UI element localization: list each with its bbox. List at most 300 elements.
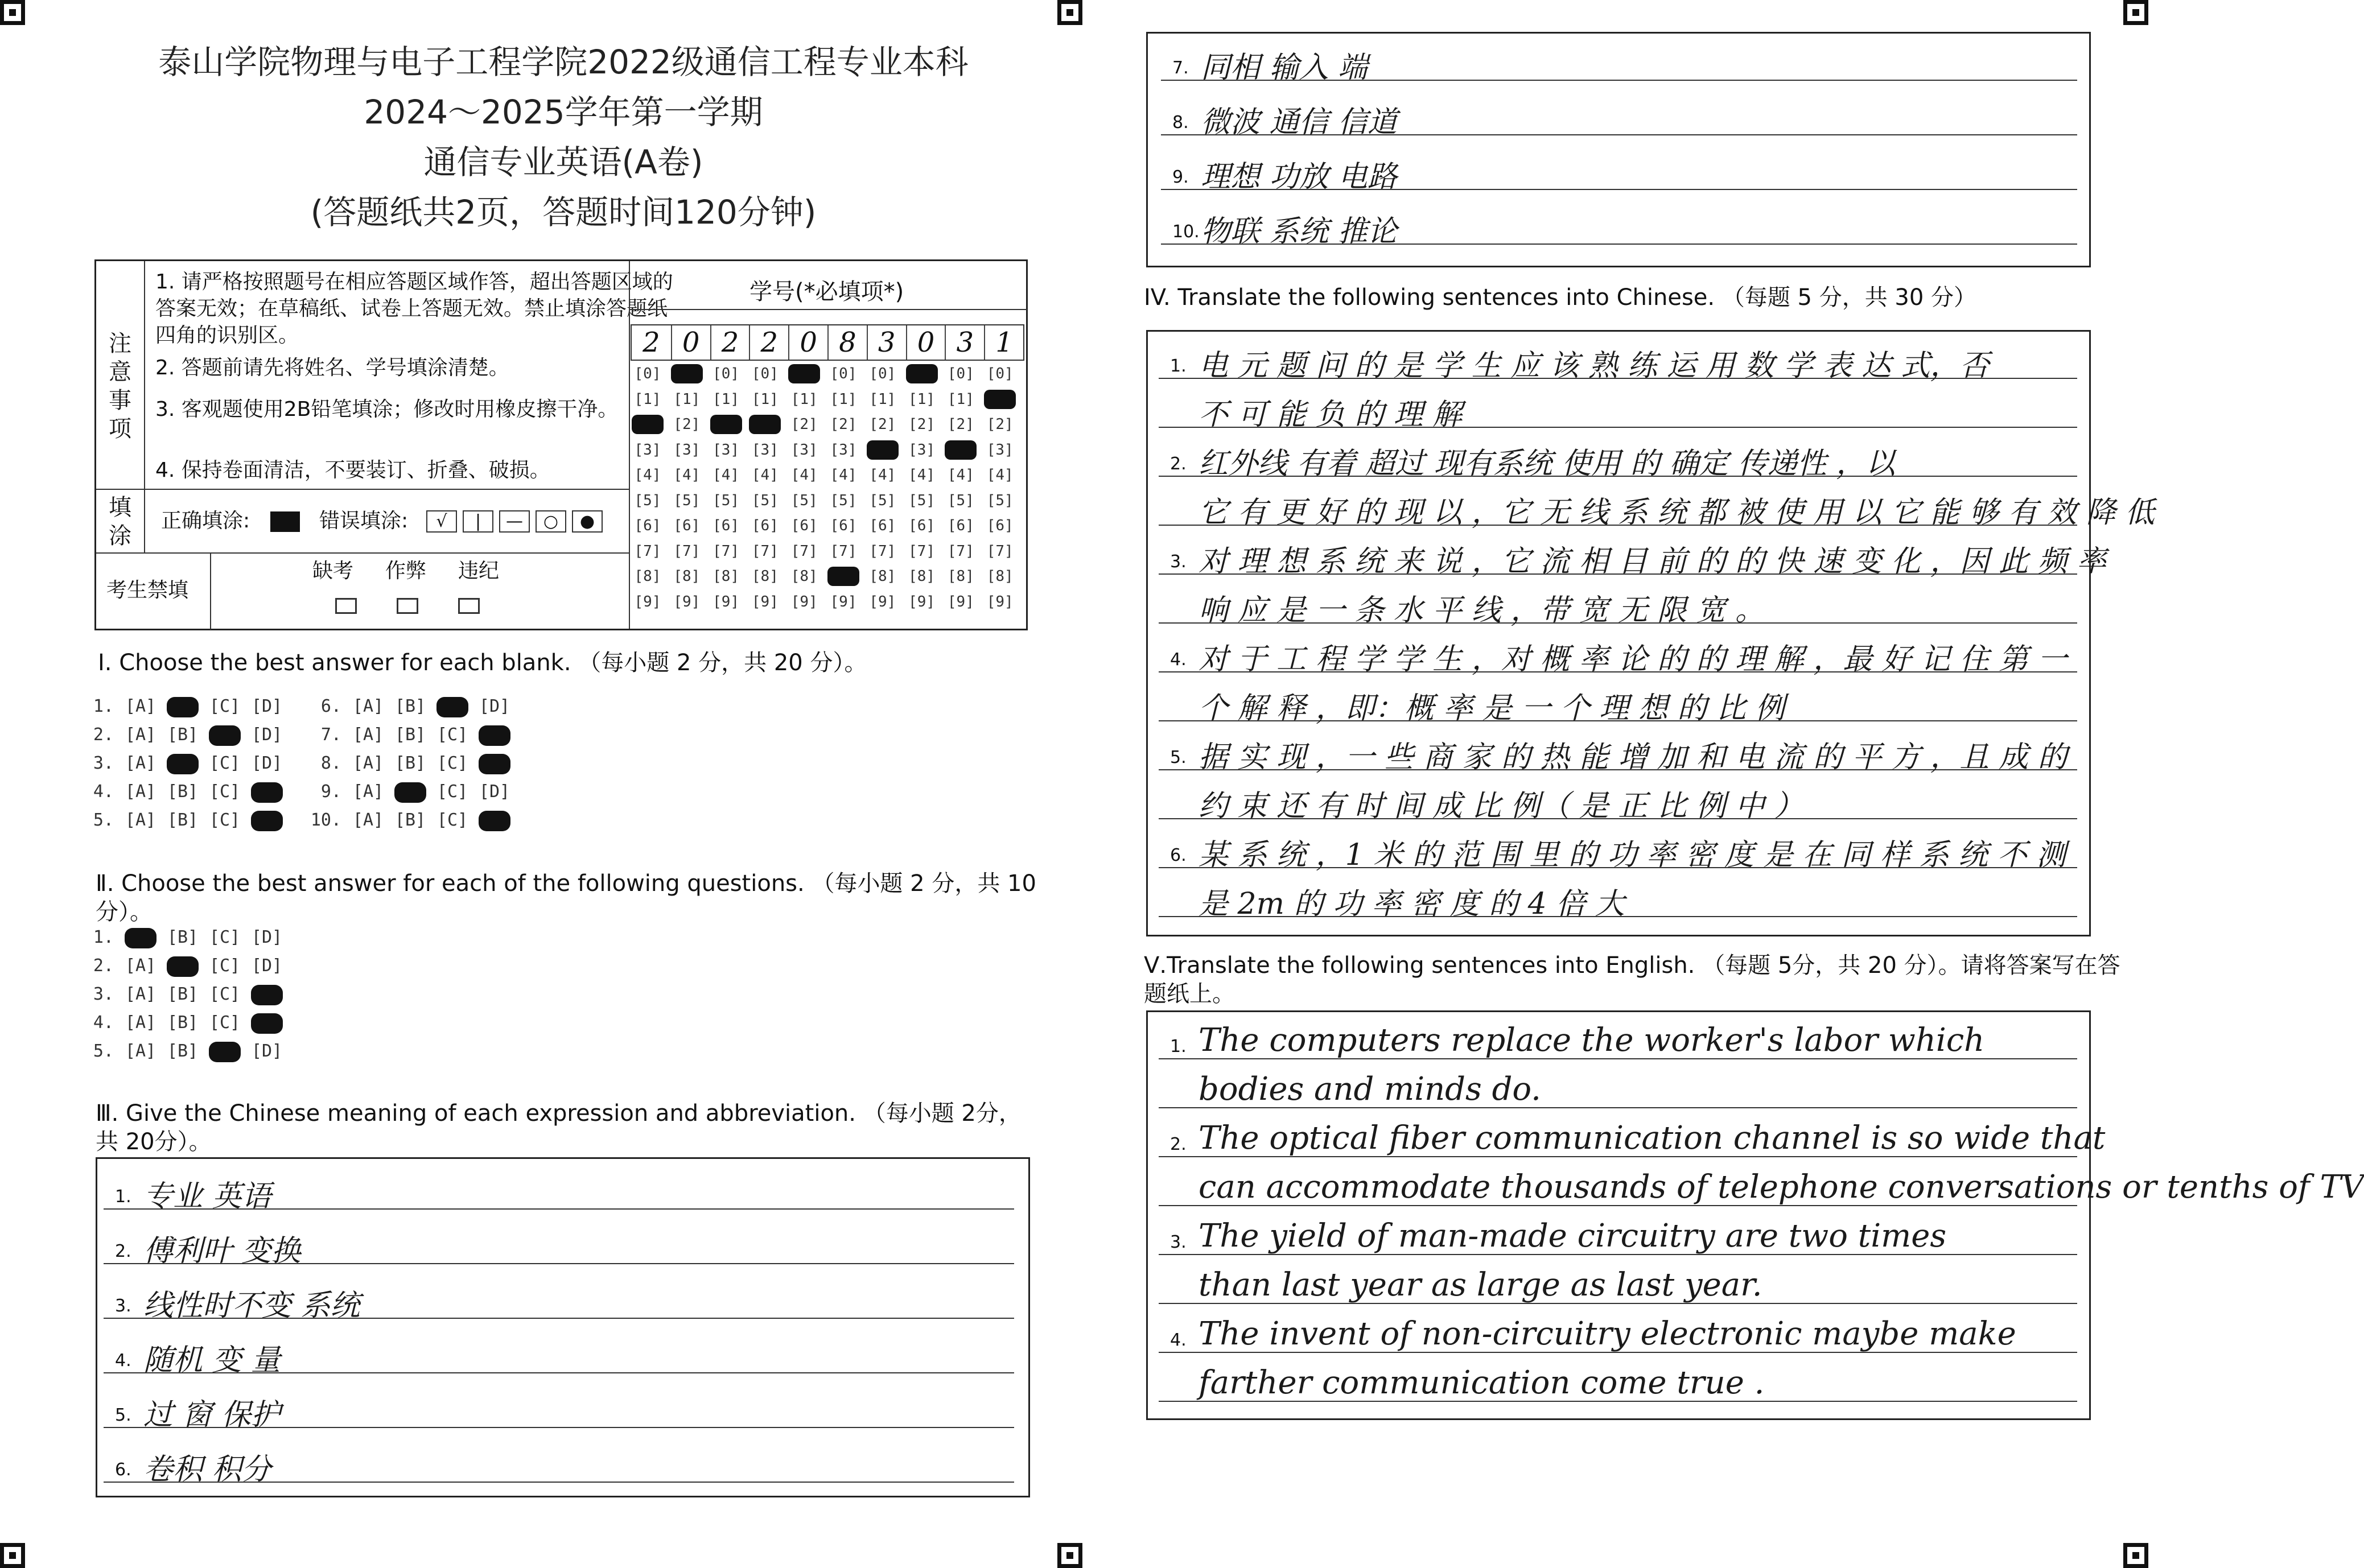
filled-mark bbox=[251, 1013, 283, 1034]
option-bubble: [D] bbox=[251, 1041, 283, 1061]
option-bubble: [B] bbox=[167, 984, 199, 1004]
forbidden-label: 考生禁填 bbox=[106, 579, 189, 602]
wrong-mark-dot: ● bbox=[572, 510, 603, 533]
filled-mark bbox=[167, 697, 199, 717]
section-4-answer-number: 3. bbox=[1170, 552, 1187, 572]
section-4-heading: IV. Translate the following sentences into Chinese. （每题 5 分，共 30 分） bbox=[1144, 284, 1977, 311]
filled-bubble bbox=[246, 984, 288, 1005]
id-bubble: [3] bbox=[751, 441, 779, 459]
id-bubble: [3] bbox=[673, 441, 701, 459]
section-2-answer-number: 2. bbox=[93, 956, 114, 976]
section-3-answer-number: 9. bbox=[1172, 167, 1189, 187]
section-5-answer-text: The yield of man-made circuitry are two times bbox=[1199, 1218, 1947, 1255]
section-1-answer-number: 2. bbox=[93, 725, 114, 745]
filled-bubble bbox=[246, 782, 288, 803]
filled-mark bbox=[209, 1042, 241, 1062]
exam-term: 2024～2025学年第一学期 bbox=[364, 93, 763, 131]
section-1-answer-row bbox=[307, 696, 516, 717]
section-1-answer-row bbox=[307, 810, 516, 831]
id-bubble: [5] bbox=[673, 492, 701, 509]
filled-bubble bbox=[473, 753, 516, 774]
id-bubble: [6] bbox=[947, 517, 974, 534]
filled-mark bbox=[436, 697, 468, 717]
option-bubble: [C] bbox=[436, 753, 468, 773]
section-4-answer-text: 电 元 题 问 的 是 学 生 应 该 熟 练 运 用 数 学 表 达 式，否 bbox=[1199, 349, 1990, 383]
cheat-label: 作弊 bbox=[385, 559, 427, 583]
id-bubble: [1] bbox=[869, 390, 896, 408]
section-1-answer-number: 7. bbox=[320, 725, 341, 745]
id-bubble bbox=[749, 415, 781, 434]
id-bubble: [2] bbox=[908, 416, 936, 433]
filled-mark bbox=[209, 725, 241, 746]
id-bubble: [0] bbox=[830, 365, 857, 382]
id-bubble: [9] bbox=[634, 593, 661, 610]
section-1-answer-number: 10. bbox=[310, 810, 341, 830]
id-bubble: [4] bbox=[869, 467, 896, 484]
id-bubble: [6] bbox=[830, 517, 857, 534]
id-bubble: [5] bbox=[751, 492, 779, 509]
section-4-answer-text: 据 实 现 ，一 些 商 家 的 热 能 增 加 和 电 流 的 平 方 ，且 成 的 bbox=[1199, 740, 2068, 774]
option-bubble: [C] bbox=[209, 984, 241, 1004]
id-bubble: [0] bbox=[869, 365, 896, 382]
id-bubble: [5] bbox=[634, 492, 661, 509]
id-bubble: [9] bbox=[751, 593, 779, 610]
exam-subject: 通信专业英语(A卷) bbox=[423, 143, 703, 181]
filled-bubble bbox=[246, 1013, 288, 1034]
notice-item-2: 2. 答题前请先将姓名、学号填涂清楚。 bbox=[155, 356, 509, 379]
id-bubble: [8] bbox=[908, 568, 936, 585]
id-bubble: [2] bbox=[830, 416, 857, 433]
section-4-answer-number: 6. bbox=[1170, 845, 1187, 865]
id-bubble: [8] bbox=[790, 568, 818, 585]
section-2-answer-number: 3. bbox=[93, 984, 114, 1004]
id-bubble bbox=[867, 440, 899, 460]
section-5-answer-text: can accommodate thousands of telephone conversations or tenths of TV bbox=[1199, 1169, 2364, 1206]
section-3-answer-number: 8. bbox=[1172, 113, 1189, 133]
id-bubble: [0] bbox=[986, 365, 1014, 382]
section-1-heading: Ⅰ. Choose the best answer for each blank. （每小题 2 分，共 20 分）。 bbox=[98, 650, 867, 676]
section-3-answer-text: 卷积 积分 bbox=[143, 1453, 271, 1487]
id-bubble bbox=[906, 364, 938, 383]
section-5-answer-text: bodies and minds do. bbox=[1199, 1071, 1541, 1108]
section-4-answer-text: 是 2m 的 功 率 密 度 的 4 倍 大 bbox=[1199, 887, 1625, 921]
option-bubble: [A] bbox=[352, 725, 384, 745]
option-bubble: [C] bbox=[209, 927, 241, 947]
option-bubble: [C] bbox=[209, 956, 241, 976]
section-4-answer-text: 不 可 能 负 的 理 解 bbox=[1199, 398, 1463, 432]
id-bubble: [1] bbox=[908, 390, 936, 408]
id-bubble: [1] bbox=[713, 390, 740, 408]
section-4-answer-text: 对 于 工 程 学 学 生 ，对 概 率 论 的 的 理 解 ，最 好 记 住 第 一 bbox=[1199, 642, 2068, 676]
section-3-answer-text: 理想 功放 电路 bbox=[1201, 160, 1398, 194]
id-bubble: [6] bbox=[869, 517, 896, 534]
filled-bubble bbox=[204, 725, 246, 746]
id-bubble bbox=[671, 364, 703, 383]
id-bubble: [7] bbox=[634, 542, 661, 560]
id-bubble: [5] bbox=[869, 492, 896, 509]
filled-bubble bbox=[162, 696, 204, 717]
id-bubble: [6] bbox=[673, 517, 701, 534]
section-1-answer-row bbox=[307, 725, 516, 746]
id-bubble: [7] bbox=[830, 542, 857, 560]
section-4-answer-text: 响 应 是 一 条 水 平 线 ，带 宽 无 限 宽 。 bbox=[1199, 593, 1765, 628]
id-bubble: [9] bbox=[869, 593, 896, 610]
id-bubble: [4] bbox=[830, 467, 857, 484]
section-4-answer-text: 约 束 还 有 时 间 成 比 例（ 是 正 比 例 中 ） bbox=[1199, 789, 1804, 823]
option-bubble: [C] bbox=[209, 782, 241, 802]
id-bubble: [2] bbox=[947, 416, 974, 433]
section-1-answer-number: 9. bbox=[320, 782, 341, 802]
id-bubble: [3] bbox=[790, 441, 818, 459]
section-3-heading: Ⅲ. Give the Chinese meaning of each expression and abbreviation. （每小题 2分，共 20分）。 bbox=[96, 1100, 1022, 1155]
option-bubble: [C] bbox=[209, 810, 241, 830]
id-bubble: [8] bbox=[673, 568, 701, 585]
id-bubble: [6] bbox=[713, 517, 740, 534]
option-bubble: [A] bbox=[125, 810, 156, 830]
notice-label-cell bbox=[96, 261, 145, 489]
option-bubble: [A] bbox=[125, 782, 156, 802]
id-bubble: [4] bbox=[908, 467, 936, 484]
filled-mark bbox=[251, 985, 283, 1005]
id-bubble: [7] bbox=[947, 542, 974, 560]
id-bubble: [7] bbox=[790, 542, 818, 560]
option-bubble: [B] bbox=[167, 782, 199, 802]
id-bubble bbox=[827, 567, 859, 586]
section-4-answer-number: 5. bbox=[1170, 748, 1187, 768]
fill-label: 填涂 bbox=[109, 494, 131, 549]
id-bubble: [0] bbox=[751, 365, 779, 382]
section-1-answer-row bbox=[307, 782, 516, 803]
filled-bubble bbox=[473, 810, 516, 831]
id-bubble: [4] bbox=[634, 467, 661, 484]
filled-bubble bbox=[431, 696, 473, 717]
cheat-checkbox bbox=[397, 598, 418, 614]
section-3-answer-number: 2. bbox=[115, 1241, 131, 1261]
exam-duration: (答题纸共2页，答题时间120分钟) bbox=[310, 193, 817, 232]
option-bubble: [C] bbox=[209, 696, 241, 716]
option-bubble: [A] bbox=[125, 725, 156, 745]
option-bubble: [C] bbox=[436, 810, 468, 830]
option-bubble: [D] bbox=[479, 696, 510, 716]
id-bubble: [1] bbox=[947, 390, 974, 408]
section-1-answer-row bbox=[80, 696, 288, 717]
id-bubble: [2] bbox=[869, 416, 896, 433]
option-bubble: [C] bbox=[436, 782, 468, 802]
section-5-answer-number: 1. bbox=[1170, 1037, 1187, 1057]
id-bubble: [8] bbox=[947, 568, 974, 585]
section-4-answer-number: 2. bbox=[1170, 454, 1187, 474]
option-bubble: [B] bbox=[394, 696, 426, 716]
section-5-answer-number: 3. bbox=[1170, 1232, 1187, 1252]
id-bubble: [1] bbox=[673, 390, 701, 408]
id-digit: 2 bbox=[643, 327, 660, 358]
section-2-answer-row bbox=[80, 956, 288, 977]
option-bubble: [A] bbox=[125, 1013, 156, 1033]
id-bubble: [7] bbox=[986, 542, 1014, 560]
section-4-answer-text: 对 理 想 系 统 来 说 ，它 流 相 目 前 的 的 快 速 变 化 ，因 此 频 率 bbox=[1199, 544, 2107, 579]
notice-item-1: 1. 请严格按照题号在相应答题区域作答，超出答题区域的答案无效；在草稿纸、试卷上答题无效。禁止填涂答题纸四角的识别区。 bbox=[155, 270, 673, 347]
section-5-answer-text: The invent of non-circuitry electronic maybe make bbox=[1199, 1315, 2016, 1352]
id-bubble bbox=[632, 415, 664, 434]
filled-mark bbox=[167, 754, 199, 774]
filled-mark bbox=[479, 725, 510, 746]
registration-mark-bottom-right bbox=[2123, 1543, 2148, 1568]
id-bubble: [7] bbox=[751, 542, 779, 560]
registration-mark-bottom-center bbox=[1057, 1543, 1082, 1568]
registration-mark-bottom-left bbox=[0, 1543, 25, 1568]
filled-mark bbox=[479, 754, 510, 774]
option-bubble: [C] bbox=[436, 725, 468, 745]
id-bubble: [5] bbox=[908, 492, 936, 509]
section-3-answer-text: 傅利叶 变换 bbox=[143, 1234, 301, 1268]
section-3-answer-text: 专业 英语 bbox=[143, 1179, 271, 1214]
filled-mark bbox=[251, 782, 283, 803]
id-digit: 2 bbox=[749, 325, 788, 360]
option-bubble: [D] bbox=[251, 696, 283, 716]
option-bubble: [B] bbox=[167, 1041, 199, 1061]
absent-label: 缺考 bbox=[312, 559, 354, 583]
section-5-answer-text: than last year as large as last year. bbox=[1199, 1266, 1762, 1303]
filled-bubble bbox=[120, 927, 162, 948]
id-bubble: [0] bbox=[947, 365, 974, 382]
section-5-answer-text: farther communication come true . bbox=[1199, 1364, 1765, 1401]
id-bubble: [3] bbox=[830, 441, 857, 459]
section-4-answer-text: 某 系 统 ，1 米 的 范 围 里 的 功 率 密 度 是 在 同 样 系 统 不 测 bbox=[1199, 838, 2066, 872]
section-1-answer-number: 5. bbox=[93, 810, 114, 830]
section-2-answer-row bbox=[80, 984, 288, 1005]
id-digit: 1 bbox=[984, 325, 1023, 360]
id-bubble: [8] bbox=[869, 568, 896, 585]
section-3-answer-text: 物联 系统 推论 bbox=[1201, 214, 1398, 249]
id-bubble: [4] bbox=[751, 467, 779, 484]
id-bubble: [1] bbox=[634, 390, 661, 408]
section-1-answer-number: 8. bbox=[320, 753, 341, 773]
section-5-answer-text: The optical fiber communication channel is so wide that bbox=[1199, 1120, 2106, 1157]
filled-bubble bbox=[204, 1041, 246, 1062]
id-bubble: [9] bbox=[830, 593, 857, 610]
id-bubble: [4] bbox=[713, 467, 740, 484]
option-bubble: [A] bbox=[125, 696, 156, 716]
option-bubble: [C] bbox=[209, 753, 241, 773]
id-bubble: [2] bbox=[673, 416, 701, 433]
notice-item-4: 4. 保持卷面清洁，不要装订、折叠、破损。 bbox=[155, 459, 550, 482]
section-1-answer-number: 6. bbox=[320, 696, 341, 716]
id-bubble: [9] bbox=[947, 593, 974, 610]
filled-mark bbox=[167, 956, 199, 977]
section-4-answer-text: 个 解 释 ，即：概 率 是 一 个 理 想 的 比 例 bbox=[1199, 691, 1785, 725]
section-5-answer-number: 2. bbox=[1170, 1134, 1187, 1154]
id-bubble: [9] bbox=[986, 593, 1014, 610]
option-bubble: [A] bbox=[125, 1041, 156, 1061]
id-bubble: [5] bbox=[830, 492, 857, 509]
section-5-answer-number: 4. bbox=[1170, 1330, 1187, 1350]
section-2-heading: Ⅱ. Choose the best answer for each of the following questions. （每小题 2 分，共 10 分）。 bbox=[96, 870, 1036, 925]
section-4-answer-text: 它 有 更 好 的 现 以 ，它 无 线 系 统 都 被 使 用 以 它 能 够 有 效 降 低 bbox=[1199, 496, 2155, 530]
section-1-answer-number: 4. bbox=[93, 782, 114, 802]
id-bubble: [1] bbox=[830, 390, 857, 408]
id-bubble: [3] bbox=[713, 441, 740, 459]
id-bubble: [9] bbox=[790, 593, 818, 610]
id-bubble bbox=[945, 440, 977, 460]
wrong-fill-samples bbox=[426, 510, 603, 533]
section-1-answer-number: 3. bbox=[93, 753, 114, 773]
section-4-answer-number: 1. bbox=[1170, 356, 1187, 376]
section-3-answer-number: 10. bbox=[1172, 222, 1200, 242]
id-bubble: [4] bbox=[947, 467, 974, 484]
student-id-label: 学号(*必填项*) bbox=[749, 279, 904, 305]
section-3-answer-text: 随机 变 量 bbox=[143, 1343, 281, 1377]
section-3-answer-number: 5. bbox=[115, 1405, 131, 1425]
option-bubble: [B] bbox=[394, 810, 426, 830]
id-bubble: [1] bbox=[790, 390, 818, 408]
section-2-answer-number: 5. bbox=[93, 1041, 114, 1061]
exam-title: 泰山学院物理与电子工程学院2022级通信工程专业本科 bbox=[158, 43, 969, 81]
section-3-answer-text: 同相 输入 端 bbox=[1201, 51, 1368, 85]
notice-label: 注意事项 bbox=[109, 331, 131, 442]
section-1-answer-row bbox=[80, 725, 288, 746]
id-bubble: [5] bbox=[947, 492, 974, 509]
option-bubble: [B] bbox=[394, 725, 426, 745]
notice-item-3: 3. 客观题使用2B铅笔填涂；修改时用橡皮擦干净。 bbox=[155, 398, 619, 421]
id-bubble: [3] bbox=[634, 441, 661, 459]
filled-bubble bbox=[389, 782, 431, 803]
id-bubble: [2] bbox=[790, 416, 818, 433]
id-bubble: [7] bbox=[673, 542, 701, 560]
option-bubble: [A] bbox=[352, 810, 384, 830]
option-bubble: [A] bbox=[125, 753, 156, 773]
id-digit: 0 bbox=[788, 325, 827, 360]
id-bubble: [3] bbox=[908, 441, 936, 459]
id-bubble: [7] bbox=[869, 542, 896, 560]
section-2-answer-row bbox=[80, 1041, 288, 1062]
registration-mark-top-center bbox=[1057, 0, 1082, 25]
forbidden-row bbox=[96, 552, 629, 630]
section-3-answer-text: 线性时不变 系统 bbox=[143, 1289, 360, 1323]
answer-sheet-page-2 bbox=[1064, 0, 2364, 1568]
option-bubble: [D] bbox=[251, 753, 283, 773]
section-3-answer-number: 6. bbox=[115, 1460, 131, 1480]
option-bubble: [B] bbox=[167, 810, 199, 830]
option-bubble: [A] bbox=[125, 956, 156, 976]
id-digit: 0 bbox=[906, 325, 945, 360]
id-bubble: [6] bbox=[790, 517, 818, 534]
section-3-answer-text: 微波 通信 信道 bbox=[1201, 105, 1398, 139]
id-bubble: [8] bbox=[634, 568, 661, 585]
section-5-answer-text: The computers replace the worker's labor which bbox=[1199, 1022, 1985, 1059]
filled-bubble bbox=[162, 956, 204, 977]
option-bubble: [B] bbox=[394, 753, 426, 773]
id-bubble: [5] bbox=[713, 492, 740, 509]
correct-fill-sample bbox=[270, 511, 300, 532]
id-bubble: [6] bbox=[751, 517, 779, 534]
id-bubble: [4] bbox=[986, 467, 1014, 484]
option-bubble: [D] bbox=[251, 956, 283, 976]
id-bubble: [6] bbox=[986, 517, 1014, 534]
section-1-answer-row bbox=[307, 753, 516, 774]
violation-checkbox bbox=[458, 598, 480, 614]
id-bubble bbox=[788, 364, 820, 383]
wrong-mark-dash: — bbox=[499, 510, 530, 533]
section-2-answer-row bbox=[80, 1013, 288, 1034]
id-bubble bbox=[984, 390, 1016, 409]
id-bubble: [4] bbox=[790, 467, 818, 484]
section-2-answer-number: 1. bbox=[93, 927, 114, 947]
fill-row bbox=[96, 489, 629, 554]
section-1-answer-row bbox=[80, 782, 288, 803]
id-bubble: [2] bbox=[986, 416, 1014, 433]
answer-sheet-page-1 bbox=[0, 0, 1064, 1568]
option-bubble: [D] bbox=[251, 725, 283, 745]
filled-bubble bbox=[162, 753, 204, 774]
filled-mark bbox=[251, 811, 283, 831]
option-bubble: [C] bbox=[209, 1013, 241, 1033]
registration-mark-top-right bbox=[2123, 0, 2148, 25]
option-bubble: [B] bbox=[167, 725, 199, 745]
student-id-digits bbox=[631, 324, 1024, 361]
id-bubble bbox=[710, 415, 742, 434]
correct-fill-label: 正确填涂: bbox=[161, 509, 250, 533]
option-bubble: [B] bbox=[167, 927, 199, 947]
id-bubble: [6] bbox=[634, 517, 661, 534]
section-4-answer-number: 4. bbox=[1170, 650, 1187, 670]
section-3-answer-number: 1. bbox=[115, 1187, 131, 1207]
id-bubble: [5] bbox=[986, 492, 1014, 509]
wrong-fill-label: 错误填涂: bbox=[319, 509, 409, 533]
id-bubble: [0] bbox=[713, 365, 740, 382]
id-digit: 0 bbox=[671, 325, 710, 360]
filled-bubble bbox=[246, 810, 288, 831]
id-bubble: [9] bbox=[908, 593, 936, 610]
section-1-answer-row bbox=[80, 810, 288, 831]
registration-mark-top-left bbox=[0, 0, 25, 25]
section-3-answer-number: 7. bbox=[1172, 58, 1189, 78]
id-bubble: [7] bbox=[713, 542, 740, 560]
section-5-heading: Ⅴ.Translate the following sentences into English. （每题 5分，共 20 分）。请将答案写在答题纸上。 bbox=[1144, 952, 2120, 1007]
section-3-answer-text: 过 窗 保护 bbox=[143, 1398, 281, 1432]
id-bubble: [7] bbox=[908, 542, 936, 560]
id-digit: 3 bbox=[867, 325, 906, 360]
id-bubble: [9] bbox=[713, 593, 740, 610]
option-bubble: [A] bbox=[352, 696, 384, 716]
id-bubble: [8] bbox=[986, 568, 1014, 585]
id-digit: 3 bbox=[945, 325, 984, 360]
violation-label: 违纪 bbox=[458, 559, 500, 583]
id-bubble: [3] bbox=[986, 441, 1014, 459]
section-2-answer-number: 4. bbox=[93, 1013, 114, 1033]
id-digit: 2 bbox=[710, 325, 749, 360]
id-bubble: [0] bbox=[634, 365, 661, 382]
option-bubble: [D] bbox=[479, 782, 510, 802]
filled-mark bbox=[479, 811, 510, 831]
id-bubble: [1] bbox=[751, 390, 779, 408]
filled-mark bbox=[394, 782, 426, 803]
filled-bubble bbox=[473, 725, 516, 746]
wrong-mark-check: √ bbox=[426, 510, 457, 533]
section-2-answer-row bbox=[80, 927, 288, 948]
section-3-answer-number: 4. bbox=[115, 1351, 131, 1371]
section-4-answer-text: 红外线 有着 超过 现有系统 使用 的 确定 传递性 ，以 bbox=[1199, 447, 1896, 481]
section-1-answer-number: 1. bbox=[93, 696, 114, 716]
id-bubble: [8] bbox=[713, 568, 740, 585]
section-1-answer-row bbox=[80, 753, 288, 774]
id-digit: 8 bbox=[827, 325, 867, 360]
section-3-answer-number: 3. bbox=[115, 1296, 131, 1316]
option-bubble: [A] bbox=[125, 984, 156, 1004]
option-bubble: [A] bbox=[352, 753, 384, 773]
wrong-mark-bar: | bbox=[463, 510, 493, 533]
id-bubble: [8] bbox=[751, 568, 779, 585]
absent-checkbox bbox=[335, 598, 357, 614]
